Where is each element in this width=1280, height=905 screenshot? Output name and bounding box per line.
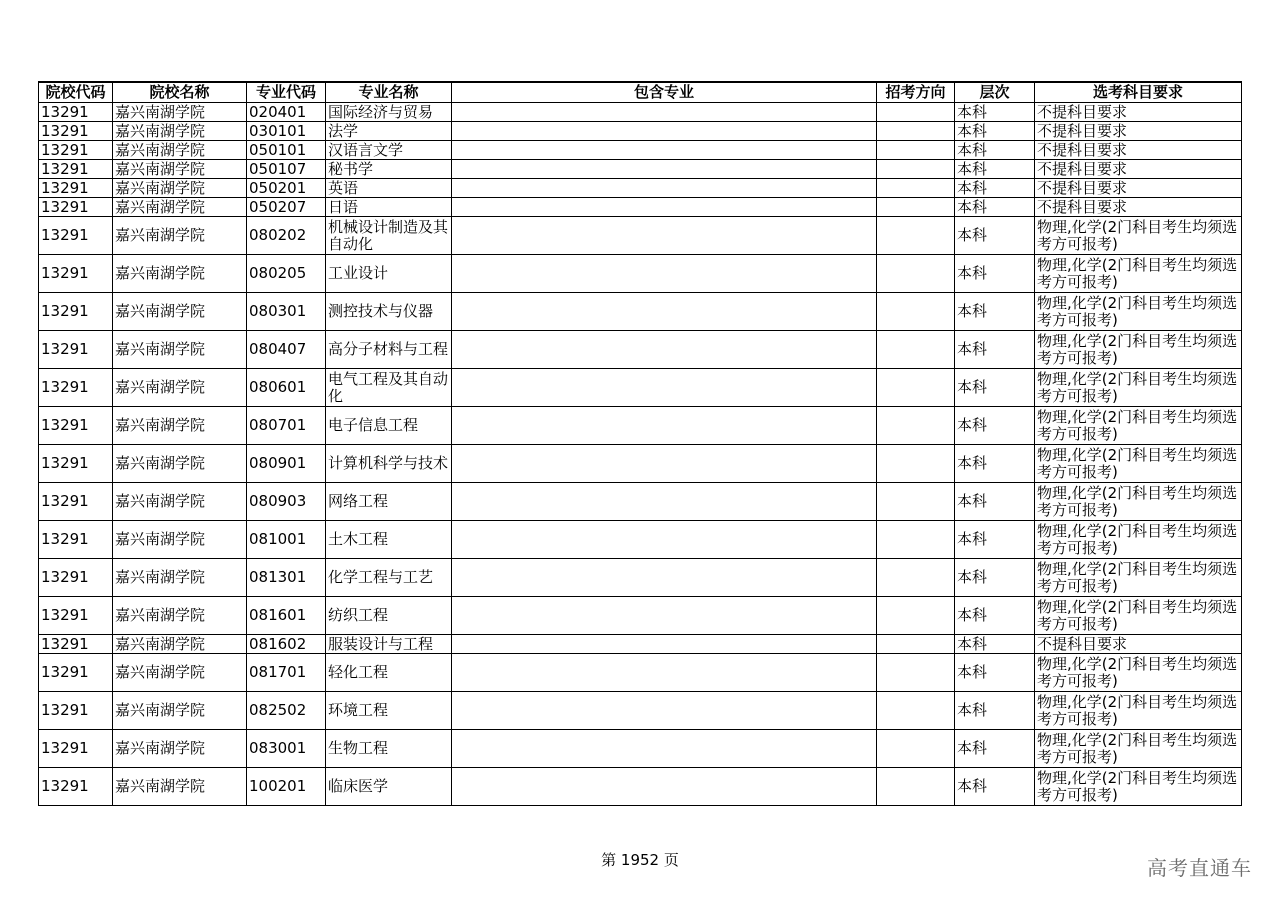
cell-school-code: 13291 [39,559,113,597]
cell-school-code: 13291 [39,369,113,407]
cell-subject-requirement: 物理,化学(2门科目考生均须选考方可报考) [1035,331,1242,369]
cell-major-name: 生物工程 [326,730,452,768]
cell-school-code: 13291 [39,103,113,122]
cell-major-code: 081701 [247,654,326,692]
cell-level: 本科 [955,654,1035,692]
cell-subject-requirement: 物理,化学(2门科目考生均须选考方可报考) [1035,768,1242,806]
cell-major-name: 网络工程 [326,483,452,521]
cell-level: 本科 [955,692,1035,730]
cell-school-name: 嘉兴南湖学院 [113,692,247,730]
cell-major-code: 081601 [247,597,326,635]
cell-school-name: 嘉兴南湖学院 [113,369,247,407]
table-row [39,407,1242,445]
cell-level: 本科 [955,122,1035,141]
cell-included-majors [452,407,877,445]
cell-level: 本科 [955,483,1035,521]
cell-major-code: 080301 [247,293,326,331]
cell-major-code: 080601 [247,369,326,407]
admission-table [38,81,1242,806]
cell-school-code: 13291 [39,730,113,768]
cell-school-code: 13291 [39,483,113,521]
cell-direction [877,483,955,521]
cell-direction [877,198,955,217]
cell-included-majors [452,293,877,331]
cell-major-code: 080903 [247,483,326,521]
cell-included-majors [452,160,877,179]
cell-school-name: 嘉兴南湖学院 [113,654,247,692]
cell-major-name: 工业设计 [326,255,452,293]
cell-direction [877,293,955,331]
cell-major-code: 050207 [247,198,326,217]
cell-school-name: 嘉兴南湖学院 [113,445,247,483]
cell-subject-requirement: 物理,化学(2门科目考生均须选考方可报考) [1035,369,1242,407]
cell-subject-requirement: 不提科目要求 [1035,141,1242,160]
cell-major-code: 080205 [247,255,326,293]
table-row [39,369,1242,407]
cell-school-name: 嘉兴南湖学院 [113,331,247,369]
cell-school-code: 13291 [39,768,113,806]
cell-included-majors [452,597,877,635]
table-row [39,521,1242,559]
table-row [39,654,1242,692]
cell-included-majors [452,331,877,369]
cell-major-code: 080202 [247,217,326,255]
cell-direction [877,521,955,559]
cell-major-name: 机械设计制造及其自动化 [326,217,452,255]
cell-level: 本科 [955,369,1035,407]
cell-major-name: 纺织工程 [326,597,452,635]
header-subject-requirement: 选考科目要求 [1035,82,1242,103]
cell-school-code: 13291 [39,141,113,160]
cell-school-name: 嘉兴南湖学院 [113,179,247,198]
table-row [39,445,1242,483]
table-row [39,768,1242,806]
cell-major-name: 汉语言文学 [326,141,452,160]
cell-subject-requirement: 不提科目要求 [1035,160,1242,179]
header-school-code: 院校代码 [39,82,113,103]
cell-subject-requirement: 不提科目要求 [1035,103,1242,122]
cell-major-code: 050107 [247,160,326,179]
cell-direction [877,141,955,160]
cell-major-name: 服装设计与工程 [326,635,452,654]
cell-school-name: 嘉兴南湖学院 [113,768,247,806]
cell-direction [877,331,955,369]
cell-school-name: 嘉兴南湖学院 [113,160,247,179]
cell-school-code: 13291 [39,198,113,217]
table-row [39,730,1242,768]
header-school-name: 院校名称 [113,82,247,103]
cell-major-name: 日语 [326,198,452,217]
cell-subject-requirement: 物理,化学(2门科目考生均须选考方可报考) [1035,293,1242,331]
cell-included-majors [452,635,877,654]
cell-level: 本科 [955,559,1035,597]
cell-major-name: 英语 [326,179,452,198]
cell-major-code: 050201 [247,179,326,198]
cell-direction [877,635,955,654]
cell-school-code: 13291 [39,597,113,635]
watermark: 高考直通车 [1147,856,1252,880]
cell-school-name: 嘉兴南湖学院 [113,122,247,141]
cell-level: 本科 [955,521,1035,559]
cell-subject-requirement: 物理,化学(2门科目考生均须选考方可报考) [1035,407,1242,445]
cell-direction [877,103,955,122]
cell-school-name: 嘉兴南湖学院 [113,483,247,521]
cell-included-majors [452,217,877,255]
table-row [39,635,1242,654]
cell-subject-requirement: 物理,化学(2门科目考生均须选考方可报考) [1035,217,1242,255]
table-row [39,692,1242,730]
table-row [39,179,1242,198]
cell-major-code: 081602 [247,635,326,654]
cell-direction [877,122,955,141]
header-level: 层次 [955,82,1035,103]
cell-direction [877,255,955,293]
cell-level: 本科 [955,141,1035,160]
cell-direction [877,369,955,407]
cell-major-name: 轻化工程 [326,654,452,692]
cell-major-name: 土木工程 [326,521,452,559]
cell-direction [877,217,955,255]
cell-major-code: 080901 [247,445,326,483]
cell-school-code: 13291 [39,255,113,293]
cell-subject-requirement: 物理,化学(2门科目考生均须选考方可报考) [1035,692,1242,730]
cell-major-name: 测控技术与仪器 [326,293,452,331]
cell-major-code: 081301 [247,559,326,597]
cell-included-majors [452,559,877,597]
cell-level: 本科 [955,103,1035,122]
cell-level: 本科 [955,217,1035,255]
cell-included-majors [452,198,877,217]
cell-school-code: 13291 [39,293,113,331]
cell-school-code: 13291 [39,217,113,255]
cell-major-name: 电气工程及其自动化 [326,369,452,407]
cell-major-code: 100201 [247,768,326,806]
cell-included-majors [452,122,877,141]
cell-subject-requirement: 不提科目要求 [1035,635,1242,654]
cell-level: 本科 [955,179,1035,198]
cell-level: 本科 [955,597,1035,635]
cell-major-code: 082502 [247,692,326,730]
cell-school-name: 嘉兴南湖学院 [113,141,247,160]
cell-major-code: 083001 [247,730,326,768]
cell-subject-requirement: 物理,化学(2门科目考生均须选考方可报考) [1035,483,1242,521]
cell-direction [877,445,955,483]
cell-school-name: 嘉兴南湖学院 [113,730,247,768]
cell-included-majors [452,768,877,806]
cell-subject-requirement: 不提科目要求 [1035,179,1242,198]
cell-subject-requirement: 物理,化学(2门科目考生均须选考方可报考) [1035,654,1242,692]
header-direction: 招考方向 [877,82,955,103]
cell-included-majors [452,692,877,730]
cell-direction [877,407,955,445]
cell-school-code: 13291 [39,654,113,692]
cell-included-majors [452,179,877,198]
header-included-majors: 包含专业 [452,82,877,103]
cell-direction [877,730,955,768]
cell-school-name: 嘉兴南湖学院 [113,103,247,122]
cell-school-name: 嘉兴南湖学院 [113,635,247,654]
cell-subject-requirement: 物理,化学(2门科目考生均须选考方可报考) [1035,559,1242,597]
cell-level: 本科 [955,255,1035,293]
cell-major-code: 080407 [247,331,326,369]
cell-school-name: 嘉兴南湖学院 [113,217,247,255]
cell-school-code: 13291 [39,179,113,198]
cell-school-code: 13291 [39,331,113,369]
cell-level: 本科 [955,768,1035,806]
cell-included-majors [452,445,877,483]
table-row [39,483,1242,521]
header-major-code: 专业代码 [247,82,326,103]
cell-major-code: 081001 [247,521,326,559]
cell-direction [877,692,955,730]
cell-direction [877,597,955,635]
cell-school-name: 嘉兴南湖学院 [113,198,247,217]
cell-direction [877,559,955,597]
table-row [39,597,1242,635]
cell-level: 本科 [955,730,1035,768]
cell-major-name: 环境工程 [326,692,452,730]
cell-school-name: 嘉兴南湖学院 [113,559,247,597]
table-row [39,559,1242,597]
cell-subject-requirement: 不提科目要求 [1035,198,1242,217]
cell-major-code: 030101 [247,122,326,141]
cell-subject-requirement: 物理,化学(2门科目考生均须选考方可报考) [1035,597,1242,635]
cell-level: 本科 [955,293,1035,331]
table-row [39,293,1242,331]
cell-major-code: 050101 [247,141,326,160]
table-row [39,331,1242,369]
cell-major-name: 法学 [326,122,452,141]
cell-major-name: 临床医学 [326,768,452,806]
page-number: 第 1952 页 [601,851,679,869]
cell-subject-requirement: 物理,化学(2门科目考生均须选考方可报考) [1035,521,1242,559]
cell-school-name: 嘉兴南湖学院 [113,521,247,559]
table-row [39,141,1242,160]
table-row [39,198,1242,217]
cell-included-majors [452,730,877,768]
cell-school-code: 13291 [39,521,113,559]
cell-direction [877,768,955,806]
cell-direction [877,160,955,179]
cell-school-code: 13291 [39,445,113,483]
cell-level: 本科 [955,635,1035,654]
cell-included-majors [452,255,877,293]
cell-level: 本科 [955,331,1035,369]
cell-major-name: 电子信息工程 [326,407,452,445]
table-row [39,217,1242,255]
cell-level: 本科 [955,407,1035,445]
table-header-row [39,82,1242,103]
cell-school-name: 嘉兴南湖学院 [113,597,247,635]
cell-level: 本科 [955,160,1035,179]
cell-school-name: 嘉兴南湖学院 [113,407,247,445]
cell-subject-requirement: 物理,化学(2门科目考生均须选考方可报考) [1035,730,1242,768]
cell-major-name: 高分子材料与工程 [326,331,452,369]
cell-subject-requirement: 不提科目要求 [1035,122,1242,141]
cell-school-code: 13291 [39,635,113,654]
cell-included-majors [452,369,877,407]
cell-major-name: 国际经济与贸易 [326,103,452,122]
cell-level: 本科 [955,198,1035,217]
cell-included-majors [452,521,877,559]
header-major-name: 专业名称 [326,82,452,103]
cell-major-name: 化学工程与工艺 [326,559,452,597]
cell-subject-requirement: 物理,化学(2门科目考生均须选考方可报考) [1035,445,1242,483]
cell-subject-requirement: 物理,化学(2门科目考生均须选考方可报考) [1035,255,1242,293]
table-row [39,255,1242,293]
cell-direction [877,654,955,692]
table-row [39,160,1242,179]
cell-school-code: 13291 [39,160,113,179]
cell-included-majors [452,103,877,122]
cell-direction [877,179,955,198]
cell-major-name: 秘书学 [326,160,452,179]
table-row [39,122,1242,141]
table-row [39,103,1242,122]
cell-school-code: 13291 [39,122,113,141]
cell-included-majors [452,483,877,521]
cell-school-name: 嘉兴南湖学院 [113,293,247,331]
cell-school-code: 13291 [39,692,113,730]
cell-school-code: 13291 [39,407,113,445]
cell-major-code: 080701 [247,407,326,445]
cell-major-name: 计算机科学与技术 [326,445,452,483]
cell-level: 本科 [955,445,1035,483]
cell-included-majors [452,654,877,692]
cell-included-majors [452,141,877,160]
table-body [39,103,1242,806]
cell-major-code: 020401 [247,103,326,122]
cell-school-name: 嘉兴南湖学院 [113,255,247,293]
